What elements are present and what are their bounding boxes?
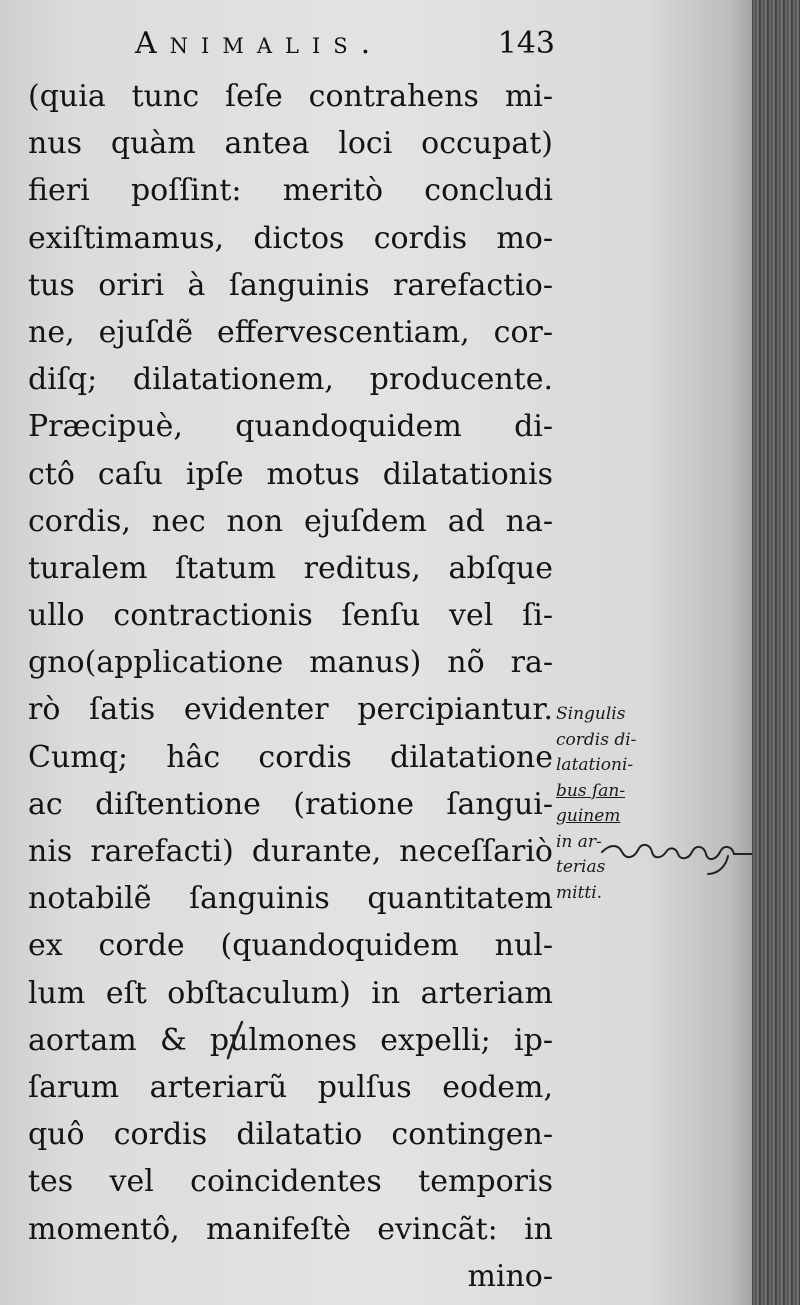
page-edge <box>752 0 800 1305</box>
margin-note-line: mitti. <box>556 882 603 903</box>
text-line: gno(applicatione manus) nõ ra- <box>28 645 553 681</box>
text-line: ſarum arteriarũ pulſus eodem, <box>28 1069 553 1105</box>
text-line: turalem ſtatum reditus, abſque <box>28 550 553 586</box>
text-line: tes vel coincidentes temporis <box>28 1164 553 1200</box>
text-line: nis rarefacti) durante, neceſſariò <box>28 834 553 869</box>
text-line: quô cordis dilatatio contingen- <box>28 1117 553 1153</box>
margin-note-line: terias <box>556 857 606 877</box>
body-text <box>28 73 553 1300</box>
catchword: mino- <box>467 1258 553 1294</box>
margin-note-line: bus ſan- <box>556 780 626 801</box>
handwritten-annotation-icon <box>600 830 760 885</box>
margin-note-line: in ar- <box>556 831 602 852</box>
text-line: cordis, nec non ejuſdem ad na- <box>28 503 553 539</box>
text-line: momentô, manifeſtè evincãt: in <box>28 1211 553 1247</box>
text-line: tus oriri à ſanguinis rarefactio- <box>28 267 553 303</box>
text-line: Cumq; hâc cordis dilatatione <box>28 739 553 775</box>
show-through-shadow <box>30 1200 530 1260</box>
page-number: 143 <box>497 26 555 61</box>
text-line: ullo contractionis ſenſu vel ſi- <box>28 598 553 634</box>
running-title: Animalis. <box>135 26 384 61</box>
margin-note-line: latationi- <box>556 755 634 775</box>
text-line: ctô caſu ipſe motus dilatationis <box>28 456 553 492</box>
text-line: rò ſatis evidenter percipiantur. <box>28 692 553 728</box>
text-line: Præcipuè, quandoquidem di- <box>28 409 553 445</box>
text-line: lum eſt obſtaculum) in arteriam <box>28 975 553 1011</box>
text-line: diſq; dilatationem, producente. <box>28 362 553 398</box>
margin-note-line: Singulis <box>556 704 626 724</box>
text-line: ne, ejuſdẽ effervescentiam, cor- <box>28 314 553 350</box>
text-line: aortam & pulmones expelli; ip- <box>28 1022 553 1058</box>
text-line: exiſtimamus, dictos cordis mo- <box>28 220 553 256</box>
page-header <box>135 26 555 70</box>
text-line: nus quàm antea loci occupat) <box>28 126 553 162</box>
text-line: notabilẽ ſanguinis quantitatem <box>28 881 553 917</box>
text-line: ex corde (quandoquidem nul- <box>28 928 553 964</box>
text-line: (quia tunc ſeſe contrahens mi- <box>28 79 553 114</box>
margin-note-line: cordis di- <box>556 729 637 750</box>
ink-stroke-icon <box>220 1020 250 1060</box>
text-line: ac diſtentione (ratione ſangui- <box>28 786 553 822</box>
margin-note-line: guinem <box>556 806 621 826</box>
text-line: fieri poſſint: meritò concludi <box>28 173 553 209</box>
